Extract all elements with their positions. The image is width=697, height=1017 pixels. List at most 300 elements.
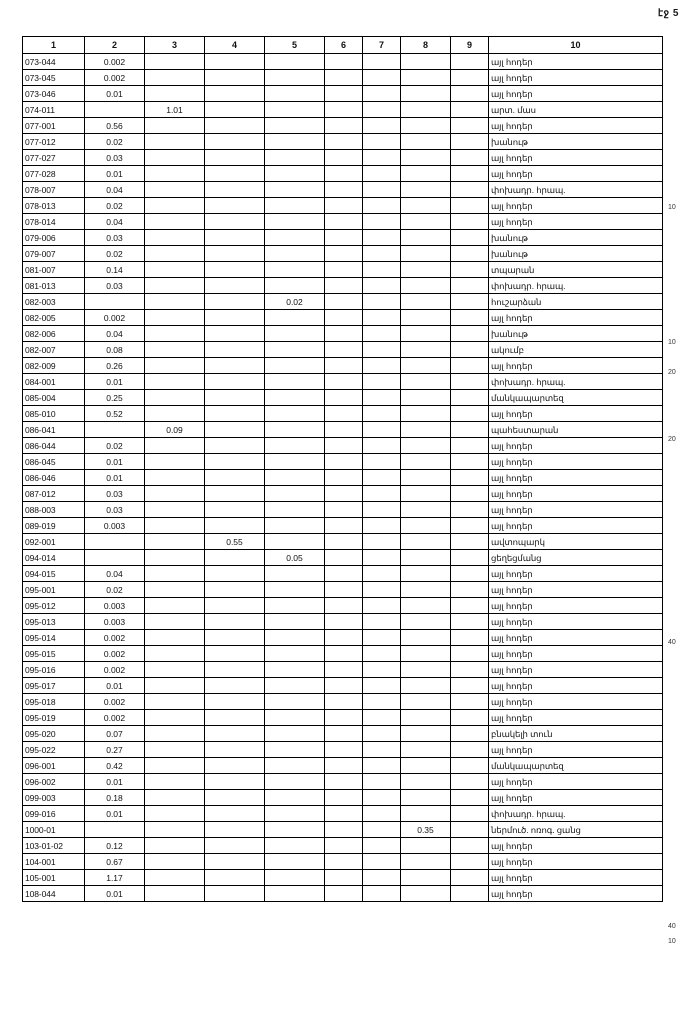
cell-code: 082-003 bbox=[23, 294, 85, 310]
cell-value-3 bbox=[145, 774, 205, 790]
cell-value-3 bbox=[145, 310, 205, 326]
cell-value-9 bbox=[451, 790, 489, 806]
cell-value-3 bbox=[145, 486, 205, 502]
cell-description: խանութ bbox=[489, 230, 663, 246]
table-row bbox=[23, 454, 663, 470]
cell-value-7 bbox=[363, 86, 401, 102]
cell-code: 096-002 bbox=[23, 774, 85, 790]
cell-value-7 bbox=[363, 646, 401, 662]
cell-value-9 bbox=[451, 854, 489, 870]
cell-description: այլ հոդեր bbox=[489, 598, 663, 614]
cell-code: 079-006 bbox=[23, 230, 85, 246]
cell-value-5 bbox=[265, 214, 325, 230]
cell-value-3 bbox=[145, 502, 205, 518]
table-body bbox=[23, 54, 663, 902]
cell-value-7 bbox=[363, 710, 401, 726]
cell-value-5 bbox=[265, 870, 325, 886]
cell-value-4 bbox=[205, 166, 265, 182]
cell-value-4 bbox=[205, 390, 265, 406]
table-row bbox=[23, 726, 663, 742]
cell-value-7 bbox=[363, 790, 401, 806]
cell-value-4 bbox=[205, 758, 265, 774]
cell-value-9 bbox=[451, 646, 489, 662]
cell-description: արտ. մաս bbox=[489, 102, 663, 118]
cell-value-2 bbox=[85, 294, 145, 310]
cell-code: 095-015 bbox=[23, 646, 85, 662]
cell-description: այլ հոդեր bbox=[489, 470, 663, 486]
cell-value-2: 0.03 bbox=[85, 230, 145, 246]
cell-value-7 bbox=[363, 118, 401, 134]
cell-value-5 bbox=[265, 86, 325, 102]
cell-value-2: 0.02 bbox=[85, 198, 145, 214]
cell-value-7 bbox=[363, 854, 401, 870]
cell-value-3 bbox=[145, 726, 205, 742]
table-row bbox=[23, 102, 663, 118]
cell-code: 094-015 bbox=[23, 566, 85, 582]
table-row bbox=[23, 406, 663, 422]
cell-value-3 bbox=[145, 262, 205, 278]
cell-value-5 bbox=[265, 646, 325, 662]
cell-value-6 bbox=[325, 214, 363, 230]
cell-description: խանութ bbox=[489, 134, 663, 150]
cell-value-7 bbox=[363, 294, 401, 310]
cell-value-3 bbox=[145, 134, 205, 150]
cell-value-5 bbox=[265, 694, 325, 710]
cell-value-3: 0.09 bbox=[145, 422, 205, 438]
cell-description: այլ հոդեր bbox=[489, 502, 663, 518]
cell-value-6 bbox=[325, 790, 363, 806]
table-row bbox=[23, 646, 663, 662]
cell-value-8 bbox=[401, 678, 451, 694]
cell-description: այլ հոդեր bbox=[489, 774, 663, 790]
cell-description: խանութ bbox=[489, 326, 663, 342]
cell-value-7 bbox=[363, 582, 401, 598]
cell-value-7 bbox=[363, 518, 401, 534]
cell-value-2: 0.03 bbox=[85, 278, 145, 294]
cell-value-8 bbox=[401, 294, 451, 310]
cell-value-6 bbox=[325, 694, 363, 710]
cell-code: 104-001 bbox=[23, 854, 85, 870]
cell-value-2: 0.56 bbox=[85, 118, 145, 134]
cell-value-6 bbox=[325, 134, 363, 150]
cell-value-4 bbox=[205, 102, 265, 118]
cell-value-3 bbox=[145, 118, 205, 134]
cell-value-5 bbox=[265, 246, 325, 262]
cell-value-3 bbox=[145, 214, 205, 230]
cell-value-4 bbox=[205, 550, 265, 566]
cell-value-6 bbox=[325, 518, 363, 534]
cell-value-2 bbox=[85, 550, 145, 566]
cell-value-8 bbox=[401, 406, 451, 422]
margin-note: 40 bbox=[668, 639, 676, 646]
column-header-2: 2 bbox=[85, 37, 145, 54]
table-row bbox=[23, 758, 663, 774]
cell-code: 086-045 bbox=[23, 454, 85, 470]
cell-value-6 bbox=[325, 886, 363, 902]
table-row bbox=[23, 278, 663, 294]
cell-value-8 bbox=[401, 182, 451, 198]
cell-value-3 bbox=[145, 294, 205, 310]
table-row bbox=[23, 230, 663, 246]
cell-value-9 bbox=[451, 774, 489, 790]
cell-value-2: 0.01 bbox=[85, 166, 145, 182]
cell-value-9 bbox=[451, 822, 489, 838]
cell-value-8 bbox=[401, 374, 451, 390]
cell-value-3 bbox=[145, 406, 205, 422]
column-header-3: 3 bbox=[145, 37, 205, 54]
cell-value-7 bbox=[363, 166, 401, 182]
cell-value-8 bbox=[401, 86, 451, 102]
cell-value-8 bbox=[401, 230, 451, 246]
cell-value-3 bbox=[145, 566, 205, 582]
cell-value-9 bbox=[451, 406, 489, 422]
cell-value-9 bbox=[451, 630, 489, 646]
cell-value-7 bbox=[363, 374, 401, 390]
table-row bbox=[23, 566, 663, 582]
cell-value-8 bbox=[401, 486, 451, 502]
cell-description: այլ հոդեր bbox=[489, 646, 663, 662]
cell-value-3 bbox=[145, 614, 205, 630]
cell-value-6 bbox=[325, 118, 363, 134]
cell-value-3 bbox=[145, 710, 205, 726]
cell-value-4 bbox=[205, 614, 265, 630]
cell-value-7 bbox=[363, 278, 401, 294]
cell-description: այլ հոդեր bbox=[489, 454, 663, 470]
cell-value-4 bbox=[205, 486, 265, 502]
table-row bbox=[23, 518, 663, 534]
cell-value-8 bbox=[401, 262, 451, 278]
cell-value-6 bbox=[325, 262, 363, 278]
cell-description: այլ հոդեր bbox=[489, 694, 663, 710]
cell-value-6 bbox=[325, 278, 363, 294]
cell-value-7 bbox=[363, 406, 401, 422]
cell-value-8 bbox=[401, 134, 451, 150]
cell-description: փոխադր. հրապ. bbox=[489, 278, 663, 294]
cell-value-2: 0.04 bbox=[85, 326, 145, 342]
cell-value-2: 0.02 bbox=[85, 134, 145, 150]
cell-value-6 bbox=[325, 198, 363, 214]
cell-value-2: 0.002 bbox=[85, 646, 145, 662]
cell-value-6 bbox=[325, 374, 363, 390]
table-row bbox=[23, 70, 663, 86]
cell-value-4 bbox=[205, 150, 265, 166]
cell-value-3 bbox=[145, 534, 205, 550]
cell-value-5 bbox=[265, 358, 325, 374]
cell-value-3 bbox=[145, 182, 205, 198]
cell-value-2: 0.01 bbox=[85, 886, 145, 902]
margin-note: 10 bbox=[668, 339, 676, 346]
cell-value-2: 0.002 bbox=[85, 630, 145, 646]
cell-value-9 bbox=[451, 566, 489, 582]
table-row bbox=[23, 422, 663, 438]
cell-value-6 bbox=[325, 230, 363, 246]
cell-code: 082-009 bbox=[23, 358, 85, 374]
cell-description: այլ հոդեր bbox=[489, 870, 663, 886]
cell-value-6 bbox=[325, 646, 363, 662]
cell-value-6 bbox=[325, 710, 363, 726]
cell-value-6 bbox=[325, 502, 363, 518]
cell-value-7 bbox=[363, 678, 401, 694]
cell-value-6 bbox=[325, 870, 363, 886]
cell-value-9 bbox=[451, 614, 489, 630]
cell-value-7 bbox=[363, 390, 401, 406]
cell-value-4 bbox=[205, 86, 265, 102]
cell-value-5 bbox=[265, 390, 325, 406]
table-row bbox=[23, 774, 663, 790]
cell-description: բնակելի տուն bbox=[489, 726, 663, 742]
cell-value-2: 0.02 bbox=[85, 438, 145, 454]
cell-code: 088-003 bbox=[23, 502, 85, 518]
cell-value-8 bbox=[401, 342, 451, 358]
cell-code: 085-010 bbox=[23, 406, 85, 422]
cell-value-2: 0.003 bbox=[85, 518, 145, 534]
table-row bbox=[23, 166, 663, 182]
cell-value-8 bbox=[401, 742, 451, 758]
cell-value-7 bbox=[363, 342, 401, 358]
table-row bbox=[23, 374, 663, 390]
cell-code: 074-011 bbox=[23, 102, 85, 118]
column-header-4: 4 bbox=[205, 37, 265, 54]
cell-value-4 bbox=[205, 294, 265, 310]
cell-value-8 bbox=[401, 118, 451, 134]
cell-value-8 bbox=[401, 326, 451, 342]
cell-value-6 bbox=[325, 774, 363, 790]
cell-code: 078-014 bbox=[23, 214, 85, 230]
cell-value-2: 0.002 bbox=[85, 694, 145, 710]
cell-value-4 bbox=[205, 54, 265, 70]
cell-value-9 bbox=[451, 806, 489, 822]
cell-value-9 bbox=[451, 838, 489, 854]
cell-value-3 bbox=[145, 646, 205, 662]
cell-value-2: 0.03 bbox=[85, 486, 145, 502]
cell-value-4 bbox=[205, 598, 265, 614]
cell-code: 099-003 bbox=[23, 790, 85, 806]
cell-value-6 bbox=[325, 758, 363, 774]
cell-description: այլ հոդեր bbox=[489, 438, 663, 454]
cell-description: այլ հոդեր bbox=[489, 838, 663, 854]
cell-value-9 bbox=[451, 214, 489, 230]
cell-value-9 bbox=[451, 230, 489, 246]
cell-code: 103-01-02 bbox=[23, 838, 85, 854]
cell-value-4 bbox=[205, 374, 265, 390]
cell-value-8 bbox=[401, 662, 451, 678]
cell-value-9 bbox=[451, 678, 489, 694]
cell-code: 082-006 bbox=[23, 326, 85, 342]
cell-value-5 bbox=[265, 662, 325, 678]
cell-value-8 bbox=[401, 358, 451, 374]
cell-value-7 bbox=[363, 534, 401, 550]
table-row bbox=[23, 358, 663, 374]
cell-value-9 bbox=[451, 326, 489, 342]
cell-value-7 bbox=[363, 502, 401, 518]
column-header-5: 5 bbox=[265, 37, 325, 54]
cell-value-2: 0.12 bbox=[85, 838, 145, 854]
cell-value-9 bbox=[451, 246, 489, 262]
cell-value-5 bbox=[265, 342, 325, 358]
cell-code: 095-012 bbox=[23, 598, 85, 614]
cell-code: 108-044 bbox=[23, 886, 85, 902]
cell-value-9 bbox=[451, 70, 489, 86]
cell-value-2 bbox=[85, 422, 145, 438]
cell-value-2: 0.04 bbox=[85, 182, 145, 198]
cell-description: այլ հոդեր bbox=[489, 854, 663, 870]
table-row bbox=[23, 694, 663, 710]
margin-note: 20 bbox=[668, 436, 676, 443]
cell-value-5 bbox=[265, 166, 325, 182]
cell-value-9 bbox=[451, 758, 489, 774]
cell-value-6 bbox=[325, 454, 363, 470]
cell-value-8 bbox=[401, 630, 451, 646]
cell-value-6 bbox=[325, 326, 363, 342]
cell-description: այլ հոդեր bbox=[489, 662, 663, 678]
cell-value-6 bbox=[325, 310, 363, 326]
cell-value-8 bbox=[401, 422, 451, 438]
cell-value-2: 0.18 bbox=[85, 790, 145, 806]
cell-value-7 bbox=[363, 566, 401, 582]
cell-value-9 bbox=[451, 502, 489, 518]
cell-description: հուշարձան bbox=[489, 294, 663, 310]
cell-value-5 bbox=[265, 758, 325, 774]
cell-value-7 bbox=[363, 182, 401, 198]
margin-note: 20 bbox=[668, 369, 676, 376]
cell-value-2: 0.01 bbox=[85, 678, 145, 694]
cell-value-2 bbox=[85, 102, 145, 118]
cell-value-5 bbox=[265, 790, 325, 806]
cell-description: ավտոպարկ bbox=[489, 534, 663, 550]
cell-value-3 bbox=[145, 598, 205, 614]
cell-value-3 bbox=[145, 278, 205, 294]
cell-value-6 bbox=[325, 742, 363, 758]
cell-description: այլ հոդեր bbox=[489, 166, 663, 182]
cell-code: 077-001 bbox=[23, 118, 85, 134]
cell-code: 084-001 bbox=[23, 374, 85, 390]
cell-code: 078-013 bbox=[23, 198, 85, 214]
cell-code: 089-019 bbox=[23, 518, 85, 534]
cell-value-6 bbox=[325, 662, 363, 678]
cell-value-4 bbox=[205, 326, 265, 342]
cell-value-7 bbox=[363, 326, 401, 342]
cell-value-5 bbox=[265, 822, 325, 838]
cell-value-4 bbox=[205, 646, 265, 662]
cell-description: այլ հոդեր bbox=[489, 886, 663, 902]
table-row bbox=[23, 294, 663, 310]
cell-value-2: 0.03 bbox=[85, 150, 145, 166]
cell-description: ցեղեցմանց bbox=[489, 550, 663, 566]
cell-value-8 bbox=[401, 102, 451, 118]
cell-value-4 bbox=[205, 806, 265, 822]
cell-value-9 bbox=[451, 486, 489, 502]
cell-description: այլ հոդեր bbox=[489, 486, 663, 502]
cell-value-2 bbox=[85, 534, 145, 550]
cell-value-5 bbox=[265, 422, 325, 438]
cell-value-3 bbox=[145, 886, 205, 902]
cell-value-8 bbox=[401, 838, 451, 854]
cell-value-5 bbox=[265, 614, 325, 630]
cell-value-9 bbox=[451, 198, 489, 214]
cell-value-4 bbox=[205, 518, 265, 534]
cell-value-3 bbox=[145, 454, 205, 470]
cell-value-3 bbox=[145, 166, 205, 182]
cell-value-5 bbox=[265, 854, 325, 870]
cell-value-6 bbox=[325, 246, 363, 262]
cell-value-8 bbox=[401, 390, 451, 406]
cell-value-6 bbox=[325, 470, 363, 486]
table-row bbox=[23, 598, 663, 614]
cell-value-2: 0.42 bbox=[85, 758, 145, 774]
cell-value-6 bbox=[325, 342, 363, 358]
cell-value-3 bbox=[145, 790, 205, 806]
cell-value-9 bbox=[451, 598, 489, 614]
cell-value-8 bbox=[401, 726, 451, 742]
cell-value-3 bbox=[145, 470, 205, 486]
cell-value-8 bbox=[401, 886, 451, 902]
cell-value-3 bbox=[145, 70, 205, 86]
cell-description: այլ հոդեր bbox=[489, 150, 663, 166]
cell-value-5 bbox=[265, 374, 325, 390]
cell-value-2: 0.002 bbox=[85, 54, 145, 70]
cell-value-5 bbox=[265, 438, 325, 454]
table-row bbox=[23, 326, 663, 342]
cell-value-5 bbox=[265, 406, 325, 422]
cell-description: այլ հոդեր bbox=[489, 214, 663, 230]
cell-value-5 bbox=[265, 678, 325, 694]
cell-description: այլ հոդեր bbox=[489, 358, 663, 374]
cell-value-2: 0.07 bbox=[85, 726, 145, 742]
cell-value-9 bbox=[451, 470, 489, 486]
table-row bbox=[23, 342, 663, 358]
cell-value-7 bbox=[363, 246, 401, 262]
table-row bbox=[23, 870, 663, 886]
cell-code: 092-001 bbox=[23, 534, 85, 550]
cell-value-5 bbox=[265, 182, 325, 198]
cell-description: այլ հոդեր bbox=[489, 86, 663, 102]
cell-value-7 bbox=[363, 886, 401, 902]
cell-value-6 bbox=[325, 486, 363, 502]
cell-code: 095-001 bbox=[23, 582, 85, 598]
data-table bbox=[22, 36, 663, 902]
cell-code: 082-005 bbox=[23, 310, 85, 326]
cell-description: այլ հոդեր bbox=[489, 630, 663, 646]
cell-value-9 bbox=[451, 390, 489, 406]
cell-value-3 bbox=[145, 550, 205, 566]
cell-value-9 bbox=[451, 118, 489, 134]
cell-value-4 bbox=[205, 214, 265, 230]
cell-value-8 bbox=[401, 774, 451, 790]
cell-description: այլ հոդեր bbox=[489, 790, 663, 806]
cell-value-3 bbox=[145, 390, 205, 406]
table-row bbox=[23, 198, 663, 214]
cell-value-5 bbox=[265, 326, 325, 342]
cell-value-4 bbox=[205, 70, 265, 86]
cell-value-4 bbox=[205, 230, 265, 246]
cell-value-9 bbox=[451, 182, 489, 198]
cell-description: փոխադր. հրապ. bbox=[489, 806, 663, 822]
cell-value-7 bbox=[363, 630, 401, 646]
cell-description: այլ հոդեր bbox=[489, 70, 663, 86]
cell-value-4 bbox=[205, 134, 265, 150]
cell-value-7 bbox=[363, 198, 401, 214]
cell-value-8 bbox=[401, 246, 451, 262]
cell-value-8: 0.35 bbox=[401, 822, 451, 838]
cell-value-7 bbox=[363, 614, 401, 630]
cell-value-2: 1.17 bbox=[85, 870, 145, 886]
cell-code: 094-014 bbox=[23, 550, 85, 566]
cell-value-9 bbox=[451, 342, 489, 358]
table-row bbox=[23, 390, 663, 406]
cell-value-9 bbox=[451, 102, 489, 118]
cell-value-8 bbox=[401, 614, 451, 630]
cell-value-6 bbox=[325, 438, 363, 454]
